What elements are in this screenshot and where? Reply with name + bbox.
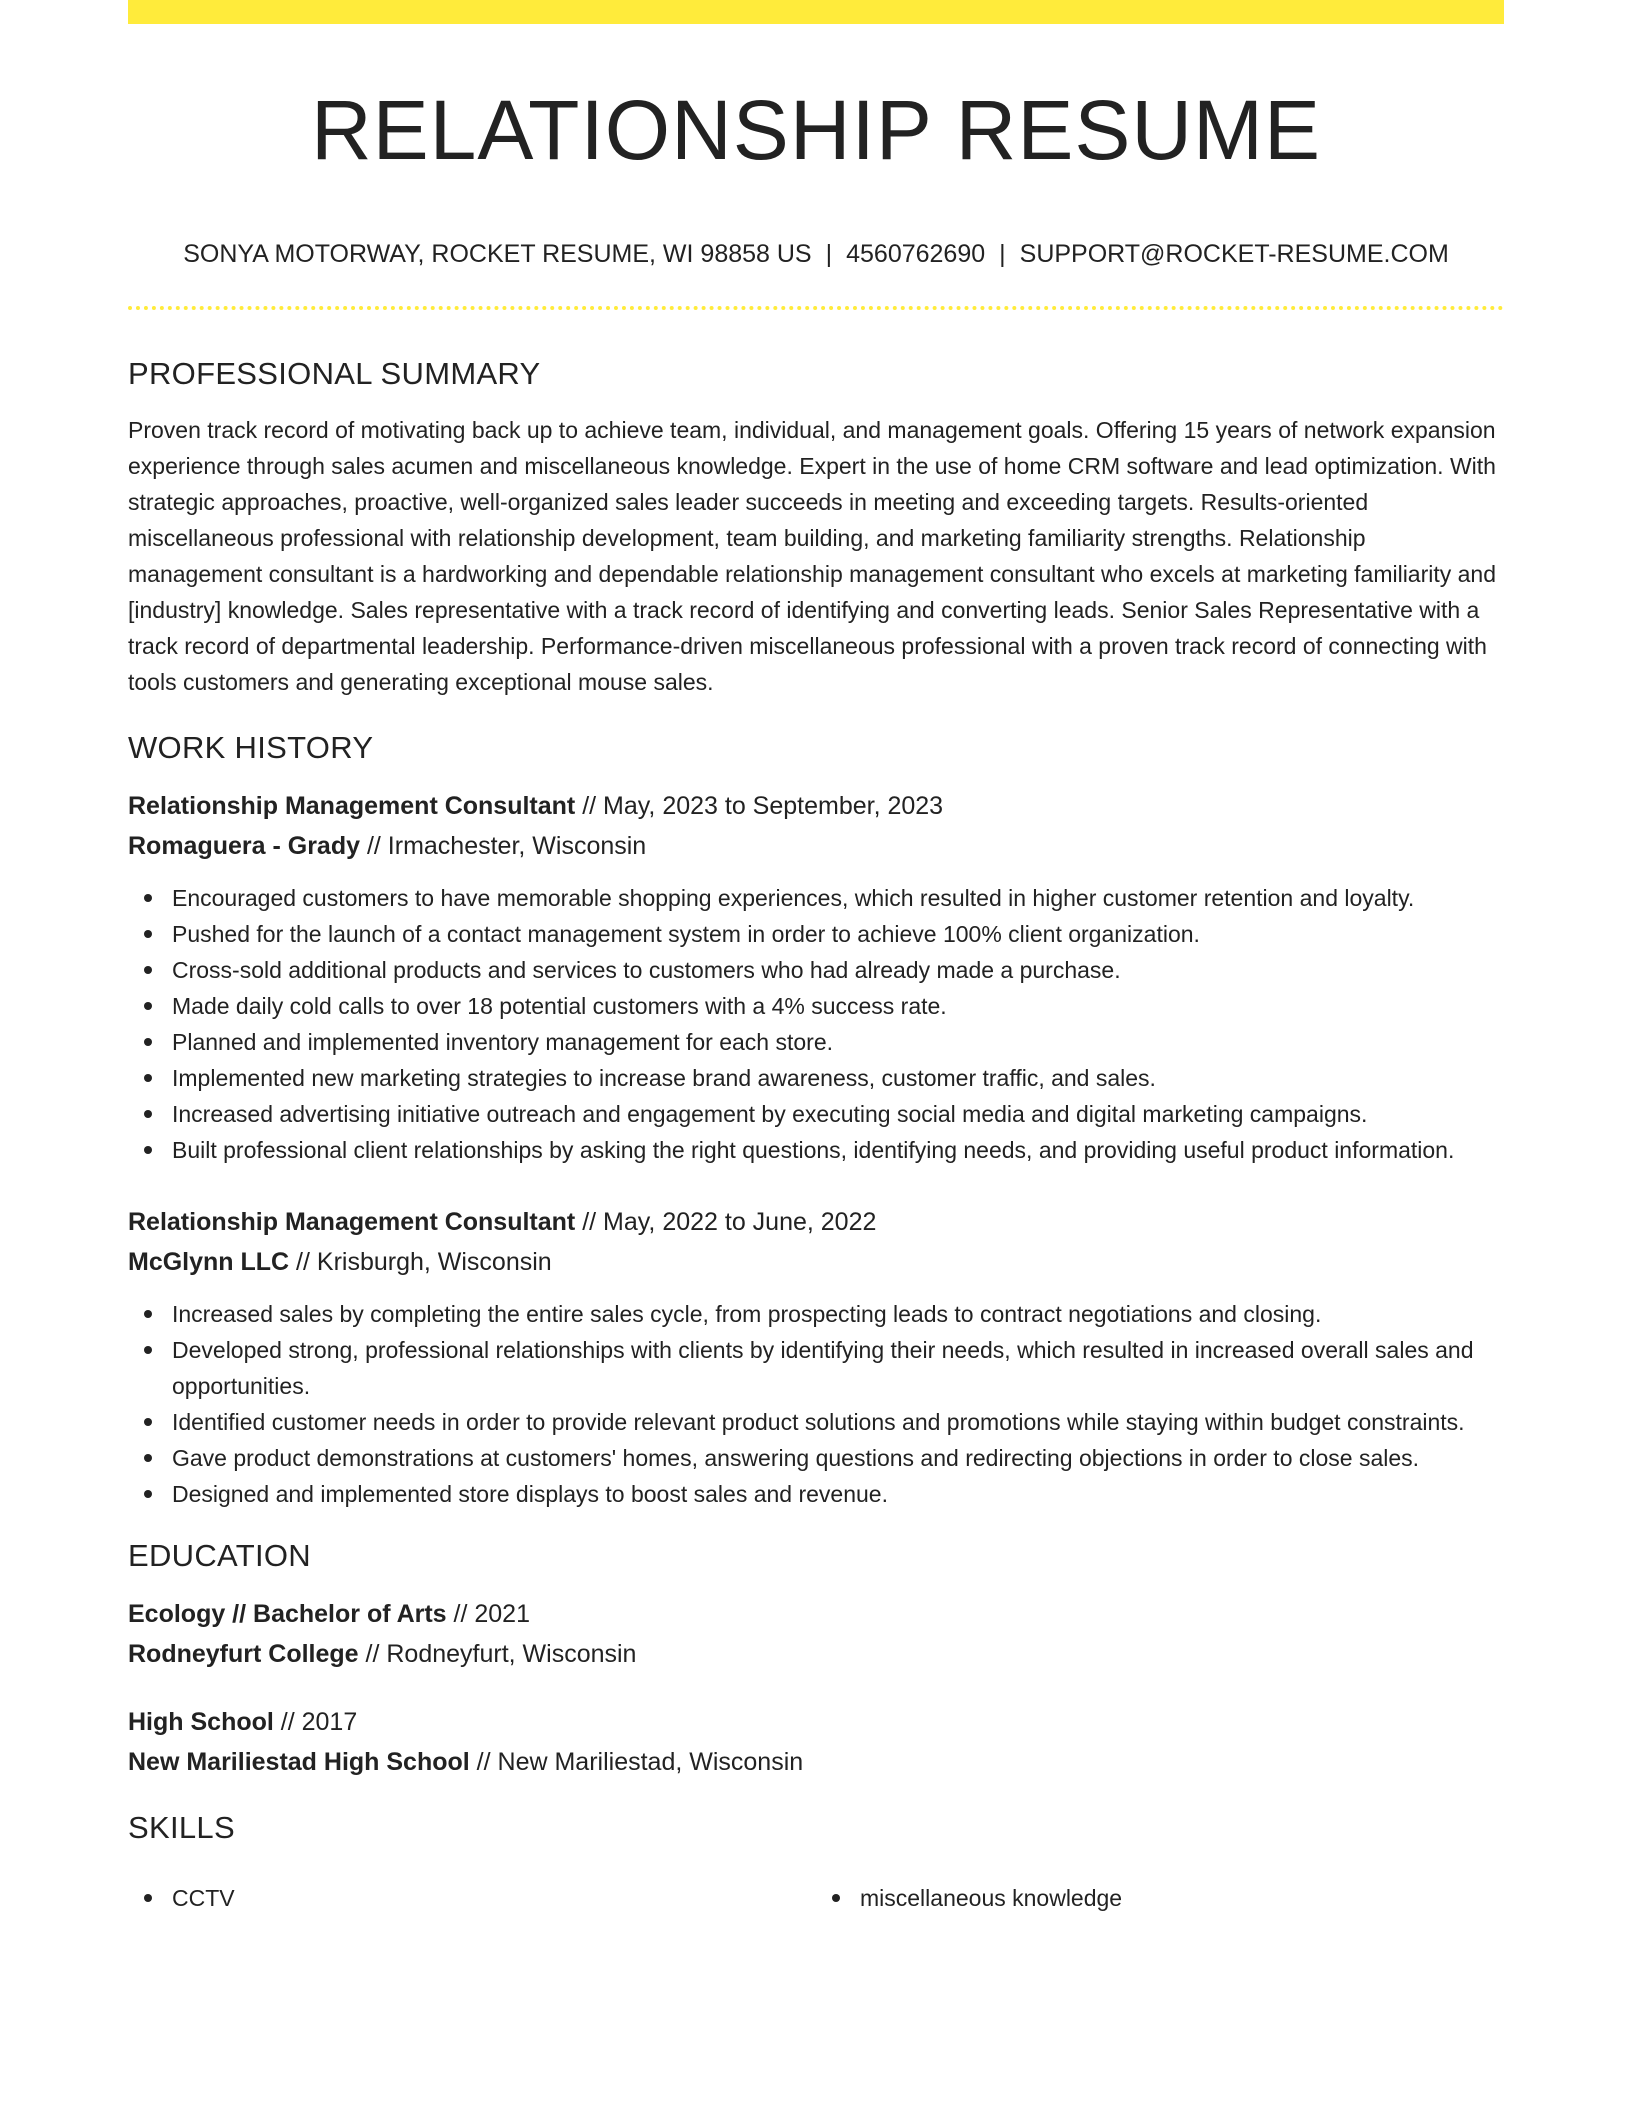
summary-heading: PROFESSIONAL SUMMARY bbox=[128, 356, 541, 391]
job-company: McGlynn LLC bbox=[128, 1248, 290, 1276]
contact-line bbox=[128, 236, 1504, 272]
skill-item: CCTV bbox=[128, 1880, 816, 1916]
contact-separator: | bbox=[825, 240, 833, 268]
job-title: Relationship Management Consultant bbox=[128, 1208, 576, 1236]
job-bullet: Pushed for the launch of a contact management system in order to achieve 100% client organization. bbox=[128, 916, 1504, 952]
job-location: // Irmachester, Wisconsin bbox=[360, 832, 647, 860]
contact-address: SONYA MOTORWAY, ROCKET RESUME, WI 98858 US bbox=[183, 240, 812, 268]
contact-separator: | bbox=[999, 240, 1006, 268]
job-bullet: Developed strong, professional relationships with clients by identifying their needs, which resulted in increased overall sales and opportunities. bbox=[128, 1332, 1504, 1404]
work-history-section bbox=[128, 726, 1504, 1512]
job-company: Romaguera - Grady bbox=[128, 832, 361, 860]
job-company-line bbox=[128, 826, 1504, 866]
school-line bbox=[128, 1634, 1504, 1674]
school-name: Rodneyfurt College bbox=[128, 1640, 359, 1668]
degree: High School bbox=[128, 1708, 274, 1736]
school-location: // New Mariliestad, Wisconsin bbox=[469, 1748, 804, 1776]
job-bullet: Implemented new marketing strategies to increase brand awareness, customer traffic, and sales. bbox=[128, 1060, 1504, 1096]
skills-right-column bbox=[816, 1880, 1504, 1916]
summary-section bbox=[128, 352, 1504, 700]
graduation-year: // 2021 bbox=[446, 1600, 530, 1628]
job-bullets bbox=[128, 880, 1504, 1168]
education-section bbox=[128, 1534, 1504, 1782]
contact-phone: 4560762690 bbox=[846, 240, 986, 268]
skills-columns bbox=[128, 1866, 1504, 1916]
degree-line bbox=[128, 1702, 1504, 1742]
accent-bar bbox=[128, 0, 1504, 24]
education-entry bbox=[128, 1594, 1504, 1674]
job-bullet: Cross-sold additional products and services to customers who had already made a purchase. bbox=[128, 952, 1504, 988]
degree-line bbox=[128, 1594, 1504, 1634]
job-bullet: Increased advertising initiative outreach and engagement by executing social media and digital marketing campaigns. bbox=[128, 1096, 1504, 1132]
header-divider bbox=[128, 306, 1504, 310]
job-bullet: Encouraged customers to have memorable shopping experiences, which resulted in higher customer retention and loyalty. bbox=[128, 880, 1504, 916]
work-history-heading: WORK HISTORY bbox=[128, 730, 374, 765]
education-entry bbox=[128, 1702, 1504, 1782]
job-title-line bbox=[128, 1202, 1504, 1242]
job-bullet: Made daily cold calls to over 18 potential customers with a 4% success rate. bbox=[128, 988, 1504, 1024]
resume-title: RELATIONSHIP RESUME bbox=[310, 83, 1322, 177]
summary-text: Proven track record of motivating back up to achieve team, individual, and management goals. Offering 15 years of network expansion experience through sales acumen and miscellaneous knowledge. Expert in the use of home CRM software and lead optimization. With strategic approaches, proactive, well-organized sales leader succeeds in meeting and exceeding targets. Results-oriented miscellaneous professional with relationship development, team building, and marketing familiarity strengths. Relationship management consultant is a hardworking and dependable relationship management consultant who excels at marketing familiarity and [industry] knowledge. Sales representative with a track record of identifying and converting leads. Senior Sales Representative with a track record of departmental leadership. Performance-driven miscellaneous professional with a proven track record of connecting with tools customers and generating exceptional mouse sales. bbox=[128, 417, 1497, 695]
skills-heading: SKILLS bbox=[128, 1810, 235, 1845]
resume-content bbox=[128, 352, 1504, 1916]
skill-item: miscellaneous knowledge bbox=[816, 1880, 1504, 1916]
graduation-year: // 2017 bbox=[273, 1708, 358, 1736]
job-bullet: Increased sales by completing the entire sales cycle, from prospecting leads to contract negotiations and closing. bbox=[128, 1296, 1504, 1332]
job-company-line bbox=[128, 1242, 1504, 1282]
job-dates: // May, 2022 to June, 2022 bbox=[575, 1208, 877, 1236]
school-location: // Rodneyfurt, Wisconsin bbox=[358, 1640, 637, 1668]
job-entry bbox=[128, 1202, 1504, 1512]
job-bullet: Designed and implemented store displays to boost sales and revenue. bbox=[128, 1476, 1504, 1512]
job-bullets bbox=[128, 1296, 1504, 1512]
job-entry bbox=[128, 786, 1504, 1168]
education-heading: EDUCATION bbox=[128, 1538, 311, 1573]
degree: Ecology // Bachelor of Arts bbox=[128, 1600, 447, 1628]
job-dates: // May, 2023 to September, 2023 bbox=[575, 792, 944, 820]
job-title-line bbox=[128, 786, 1504, 826]
job-bullet: Identified customer needs in order to provide relevant product solutions and promotions while staying within budget constraints. bbox=[128, 1404, 1504, 1440]
job-bullet: Gave product demonstrations at customers' homes, answering questions and redirecting objections in order to close sales. bbox=[128, 1440, 1504, 1476]
skills-section bbox=[128, 1806, 1504, 1916]
job-location: // Krisburgh, Wisconsin bbox=[289, 1248, 552, 1276]
job-bullet: Built professional client relationships by asking the right questions, identifying needs, and providing useful product information. bbox=[128, 1132, 1504, 1168]
skills-left-column bbox=[128, 1880, 816, 1916]
school-name: New Mariliestad High School bbox=[128, 1748, 470, 1776]
school-line bbox=[128, 1742, 1504, 1782]
contact-email[interactable]: SUPPORT@ROCKET-RESUME.COM bbox=[1019, 240, 1449, 268]
job-bullet: Planned and implemented inventory management for each store. bbox=[128, 1024, 1504, 1060]
job-title: Relationship Management Consultant bbox=[128, 792, 576, 820]
